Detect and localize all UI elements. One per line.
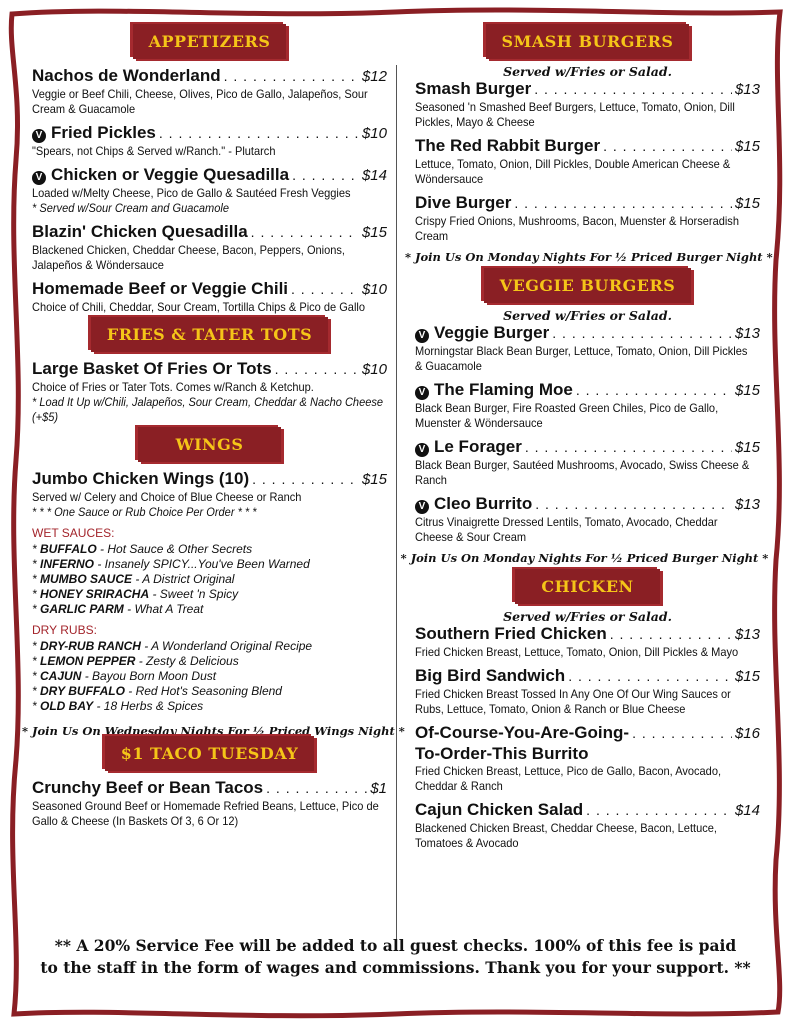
menu-item [32, 66, 387, 117]
vegetarian-icon: V [32, 171, 46, 185]
right-column [400, 20, 773, 857]
item-description: Citrus Vinaigrette Dressed Lentils, Tomato, Avocado, Cheddar Cheese & Sour Cream [415, 515, 718, 544]
item-description: Black Bean Burger, Sautéed Mushrooms, Avocado, Swiss Cheese & Ranch [415, 458, 750, 487]
item-name: Fried Pickles [51, 123, 156, 142]
leader-dots [568, 666, 732, 686]
burger-night-promo: * Join Us On Monday Nights For ½ Priced Burger Night * [405, 250, 773, 264]
menu-item [32, 123, 387, 159]
item-name: Big Bird Sandwich [415, 666, 566, 685]
leader-dots [252, 469, 359, 489]
leader-dots [224, 66, 359, 86]
leader-dots [632, 723, 732, 743]
item-description: Black Bean Burger, Fire Roasted Green Chiles, Pico de Gallo, Muenster & Wöndersauce [415, 401, 719, 430]
item-description: Seasoned 'n Smashed Beef Burgers, Lettuce, Tomato, Onion, Dill Pickles, Mayo & Cheese [415, 100, 735, 129]
rub-item: * DRY BUFFALO - Red Hot's Seasoning Blend [32, 684, 282, 698]
rub-item: * DRY-RUB RANCH - A Wonderland Original Recipe [32, 639, 313, 653]
item-description: Fried Chicken Breast, Lettuce, Pico de Gallo, Bacon, Avocado, Cheddar & Ranch [415, 764, 722, 793]
menu-item [32, 165, 387, 216]
wet-sauces-heading: WET SAUCES: [32, 526, 115, 540]
leader-dots [610, 624, 732, 644]
wet-sauces-list [32, 542, 387, 617]
footer-line-1: ** A 20% Service Fee will be added to all guest checks. 100% of this fee is paid [54, 936, 737, 955]
item-price: $13 [734, 325, 760, 342]
sauce-item: * INFERNO - Insanely SPICY...You've Been Warned [32, 557, 310, 571]
item-description: Choice of Fries or Tater Tots. Comes w/Ranch & Ketchup. [32, 380, 314, 394]
dry-rubs-heading: DRY RUBS: [32, 623, 97, 637]
dry-rubs-list [32, 639, 387, 714]
leader-dots [576, 380, 732, 400]
item-name: The Flaming Moe [434, 380, 573, 399]
menu-item [415, 494, 760, 545]
item-name: Of-Course-You-Are-Going- [415, 723, 630, 742]
menu-item [415, 437, 760, 488]
menu-item [32, 778, 387, 829]
leader-dots [535, 494, 732, 514]
menu-item [415, 136, 760, 187]
item-note: * Served w/Sour Cream and Guacamole [32, 201, 229, 215]
service-fee-footer [20, 935, 771, 979]
item-price: $15 [734, 439, 760, 456]
column-divider [396, 65, 397, 945]
item-note: * Load It Up w/Chili, Jalapeños, Sour Cream, Cheddar & Nacho Cheese (+$5) [32, 395, 384, 424]
item-description: Choice of Chili, Cheddar, Sour Cream, Tortilla Chips & Pico de Gallo [32, 300, 365, 314]
item-price: $14 [734, 802, 760, 819]
footer-line-2: to the staff in the form of wages and commissions. Thank you for your support. ** [40, 958, 751, 977]
item-name: Dive Burger [415, 193, 512, 212]
item-price: $10 [361, 125, 387, 142]
item-name: Cajun Chicken Salad [415, 800, 584, 819]
item-name: Chicken or Veggie Quesadilla [51, 165, 290, 184]
item-name: Southern Fried Chicken [415, 624, 607, 643]
item-price: $12 [361, 68, 387, 85]
item-name: Nachos de Wonderland [32, 66, 221, 85]
taco-banner: $1 TACO TUESDAY [107, 738, 313, 769]
item-price: $15 [734, 382, 760, 399]
leader-dots [291, 279, 359, 299]
left-column [22, 20, 405, 835]
vegetarian-icon: V [415, 386, 429, 400]
vegetarian-icon: V [32, 129, 46, 143]
menu-item [32, 222, 387, 273]
vegetarian-icon: V [415, 443, 429, 457]
appetizers-list [32, 66, 387, 315]
chicken-banner: CHICKEN [517, 571, 657, 602]
item-name: Blazin' Chicken Quesadilla [32, 222, 248, 241]
item-price: $15 [361, 471, 387, 488]
menu-item [415, 800, 760, 851]
sauce-item: * HONEY SRIRACHA - Sweet 'n Spicy [32, 587, 239, 601]
menu-item [415, 723, 760, 794]
item-description: Morningstar Black Bean Burger, Lettuce, Tomato, Onion, Dill Pickles & Guacamole [415, 344, 748, 373]
veggie-burgers-banner: VEGGIE BURGERS [486, 270, 690, 301]
item-description: Fried Chicken Breast, Lettuce, Tomato, Onion, Dill Pickles & Mayo [415, 645, 739, 659]
menu-item [415, 323, 760, 374]
leader-dots [552, 323, 732, 343]
item-description: Loaded w/Melty Cheese, Pico de Gallo & Sautéed Fresh Veggies [32, 186, 351, 200]
rub-item: * OLD BAY - 18 Herbs & Spices [32, 699, 204, 713]
leader-dots [159, 123, 359, 143]
item-price: $10 [361, 361, 387, 378]
item-description: Served w/ Celery and Choice of Blue Cheese or Ranch [32, 490, 302, 504]
item-name: The Red Rabbit Burger [415, 136, 601, 155]
item-price: $14 [361, 167, 387, 184]
smash-burgers-banner: SMASH BURGERS [488, 26, 688, 57]
served-with-note: Served w/Fries or Salad. [503, 609, 672, 624]
leader-dots [251, 222, 359, 242]
item-price: $15 [734, 668, 760, 685]
appetizers-banner: APPETIZERS [135, 26, 285, 57]
item-description: Fried Chicken Breast Tossed In Any One Of Our Wing Sauces or Rubs, Lettuce, Tomato, Onion & Ranch or Blue Cheese [415, 687, 731, 716]
menu-item [415, 624, 760, 660]
item-name: Homemade Beef or Veggie Chili [32, 279, 289, 298]
item-price: $1 [370, 780, 387, 797]
menu-item [32, 469, 387, 520]
item-description: Blackened Chicken, Cheddar Cheese, Bacon, Peppers, Onions, Jalapeños & Wöndersauce [32, 243, 345, 272]
menu-page [20, 20, 771, 1005]
menu-item [415, 380, 760, 431]
burger-night-promo: * Join Us On Monday Nights For ½ Priced Burger Night * [400, 551, 769, 565]
item-price: $15 [734, 138, 760, 155]
leader-dots [266, 778, 367, 798]
wings-banner: WINGS [140, 429, 280, 460]
wings-promo: * Join Us On Wednesday Nights For ½ Priced Wings Night * [22, 724, 405, 738]
leader-dots [586, 800, 732, 820]
item-note: * * * One Sauce or Rub Choice Per Order * * * [32, 505, 257, 519]
item-name: Smash Burger [415, 79, 532, 98]
menu-item [32, 359, 387, 425]
item-description: Crispy Fried Onions, Mushrooms, Bacon, Muenster & Horseradish Cream [415, 214, 739, 243]
menu-item [415, 193, 760, 244]
sauce-item: * GARLIC PARM - What A Treat [32, 602, 204, 616]
item-price: $13 [734, 496, 760, 513]
menu-item [415, 79, 760, 130]
sauce-item: * MUMBO SAUCE - A District Original [32, 572, 235, 586]
item-name: Large Basket Of Fries Or Tots [32, 359, 272, 378]
menu-item [32, 279, 387, 315]
item-price: $10 [361, 281, 387, 298]
item-name: Jumbo Chicken Wings (10) [32, 469, 250, 488]
leader-dots [275, 359, 359, 379]
fries-banner: FRIES & TATER TOTS [93, 319, 326, 350]
served-with-note: Served w/Fries or Salad. [503, 64, 672, 79]
leader-dots [603, 136, 732, 156]
item-description: Lettuce, Tomato, Onion, Dill Pickles, Double American Cheese & Wöndersauce [415, 157, 731, 186]
sauce-item: * BUFFALO - Hot Sauce & Other Secrets [32, 542, 253, 556]
item-name-continued: To-Order-This Burrito [415, 744, 589, 763]
item-price: $15 [361, 224, 387, 241]
item-price: $15 [734, 195, 760, 212]
vegetarian-icon: V [415, 329, 429, 343]
item-description: Seasoned Ground Beef or Homemade Refried Beans, Lettuce, Pico de Gallo & Cheese (In Baskets Of 3, 6 Or 12) [32, 799, 379, 828]
item-name: Le Forager [434, 437, 522, 456]
item-price: $13 [734, 626, 760, 643]
rub-item: * LEMON PEPPER - Zesty & Delicious [32, 654, 239, 668]
item-description: "Spears, not Chips & Served w/Ranch." - Plutarch [32, 144, 276, 158]
item-description: Blackened Chicken Breast, Cheddar Cheese, Bacon, Lettuce, Tomatoes & Avocado [415, 821, 717, 850]
item-price: $16 [734, 725, 760, 742]
item-name: Cleo Burrito [434, 494, 533, 513]
item-description: Veggie or Beef Chili, Cheese, Olives, Pico de Gallo, Jalapeños, Sour Cream & Guacamole [32, 87, 368, 116]
leader-dots [292, 165, 359, 185]
item-name: Crunchy Beef or Bean Tacos [32, 778, 264, 797]
vegetarian-icon: V [415, 500, 429, 514]
item-name: Veggie Burger [434, 323, 550, 342]
menu-item [415, 666, 760, 717]
leader-dots [514, 193, 732, 213]
leader-dots [534, 79, 732, 99]
item-price: $13 [734, 81, 760, 98]
leader-dots [525, 437, 732, 457]
rub-item: * CAJUN - Bayou Born Moon Dust [32, 669, 217, 683]
served-with-note: Served w/Fries or Salad. [503, 308, 672, 323]
